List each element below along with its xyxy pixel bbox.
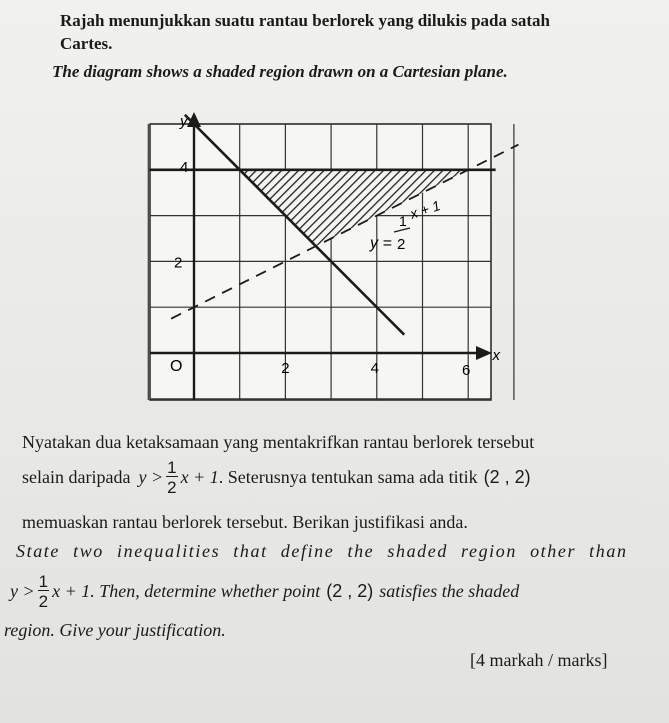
origin-label: O xyxy=(170,358,183,375)
line-label-num: 1 xyxy=(399,213,407,229)
line-label-den: 2 xyxy=(397,236,406,253)
question-english-line3: region. Give your justification. xyxy=(4,620,226,640)
malay-ineq-rhs: x + 1 xyxy=(180,466,219,487)
y-tick-label-2: 2 xyxy=(174,254,183,272)
x-axis-label: x xyxy=(492,347,500,364)
english-point: (2 , 2) xyxy=(326,580,374,601)
english-line2-end: satisfies the shaded xyxy=(379,580,520,601)
x-tick-label-6: 6 xyxy=(462,362,471,379)
english-ineq-den: 2 xyxy=(38,591,49,611)
intro-malay-line1: Rajah menunjukkan suatu rantau berlorek yang dilukis pada satah xyxy=(60,11,550,30)
cartesian-graph xyxy=(148,108,498,408)
english-line2-post: . Then, determine whether point xyxy=(90,580,321,601)
english-ineq-lhs: y > xyxy=(10,580,35,601)
y-axis-label: y xyxy=(180,113,188,130)
question-malay-line3: memuaskan rantau berlorek tersebut. Berikan justifikasi anda. xyxy=(22,512,468,532)
question-english-line1: State two inequalities that define the shaded region other than xyxy=(16,541,628,561)
malay-point: (2 , 2) xyxy=(483,466,531,487)
intro-malay-line2: Cartes. xyxy=(60,34,113,53)
question-malay-line2 xyxy=(22,452,531,502)
malay-ineq-den: 2 xyxy=(167,477,177,497)
line-label-lhs: y = xyxy=(370,235,392,252)
question-malay-line1: Nyatakan dua ketaksamaan yang mentakrifkan rantau berlorek tersebut xyxy=(22,432,535,452)
intro-english: The diagram shows a shaded region drawn on a Cartesian plane. xyxy=(52,62,508,81)
graph-frame xyxy=(150,124,491,400)
malay-line2-post: . Seterusnya tentukan sama ada titik xyxy=(218,466,478,487)
malay-ineq-num: 1 xyxy=(167,457,177,477)
malay-line2-pre: selain daripada xyxy=(22,466,131,487)
x-tick-label-4: 4 xyxy=(370,360,379,377)
malay-ineq-lhs: y > xyxy=(138,466,164,487)
english-ineq-rhs: x + 1 xyxy=(52,580,91,601)
line-label-rhs: x + 1 xyxy=(407,197,443,222)
y-tick-label-4: 4 xyxy=(180,158,189,176)
malay-ineq-fraction xyxy=(166,459,177,496)
english-ineq-num: 1 xyxy=(38,571,49,591)
english-ineq-fraction xyxy=(38,573,49,610)
question-english-line2 xyxy=(10,566,519,616)
marks-label: [4 markah / marks] xyxy=(470,650,608,670)
x-tick-label-2: 2 xyxy=(281,360,290,377)
